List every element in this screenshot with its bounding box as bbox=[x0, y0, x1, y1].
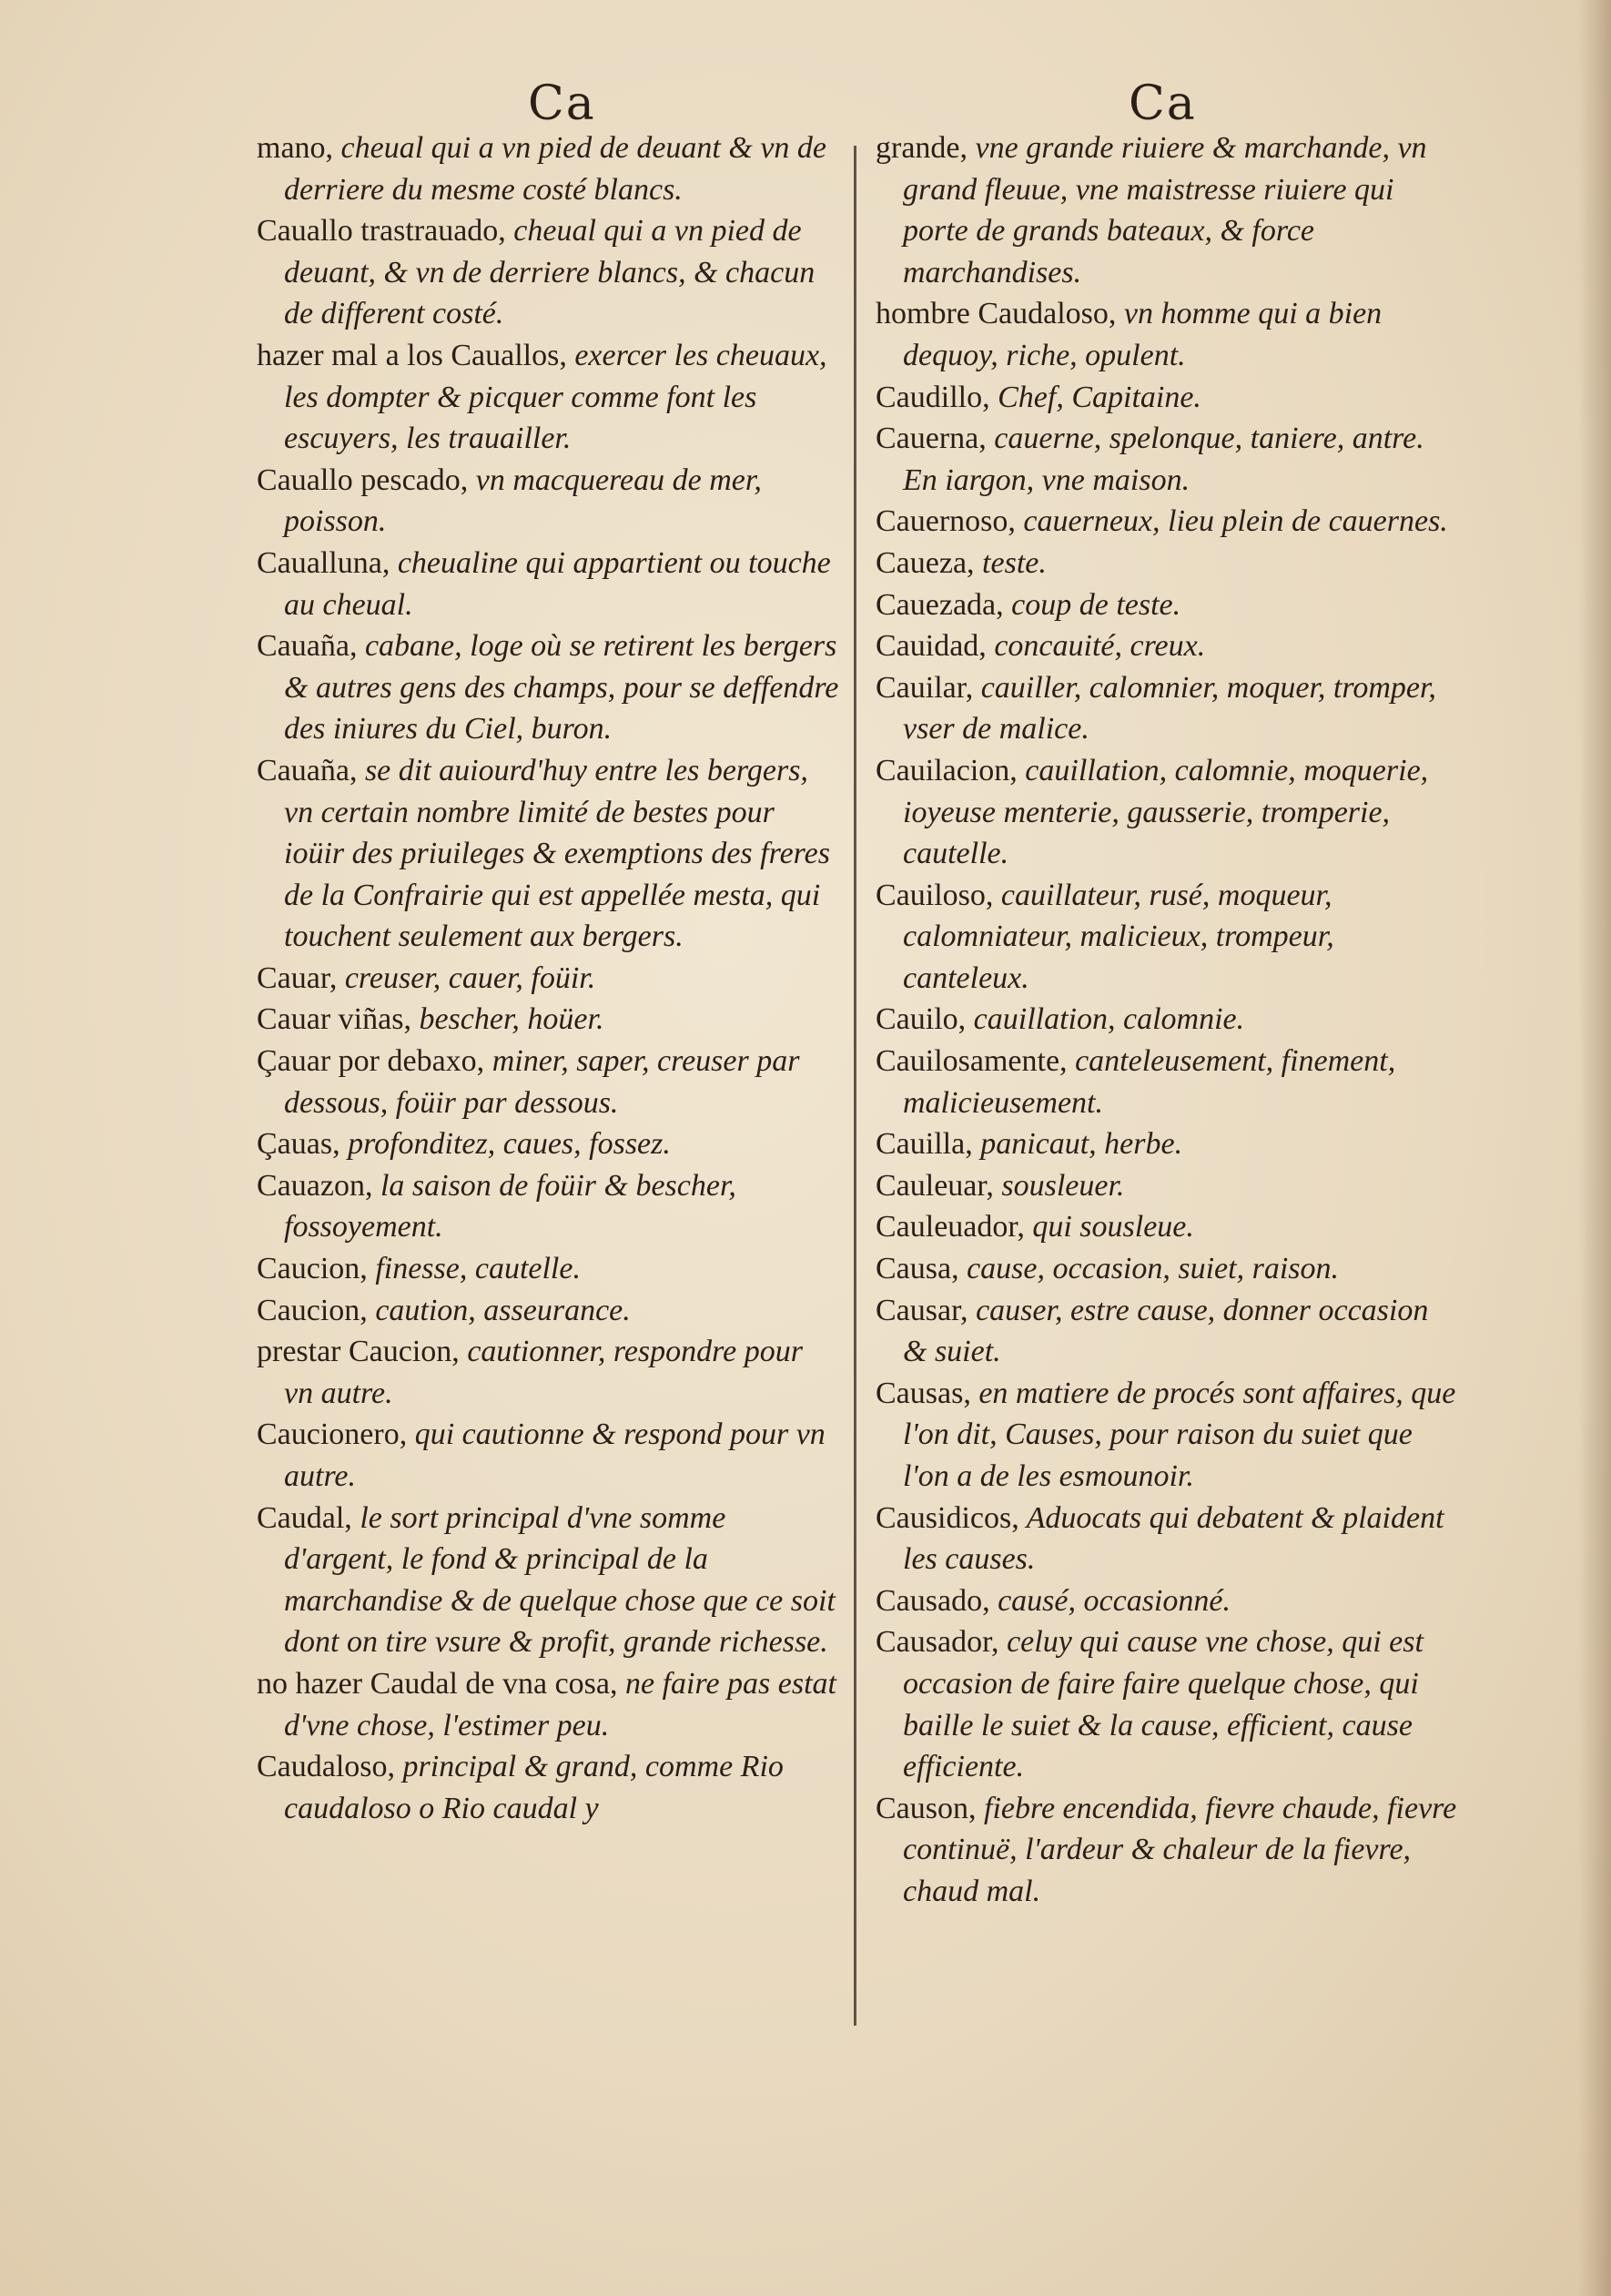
entry-headword: Caudal, bbox=[257, 1500, 352, 1535]
entry-definition: cabane, loge où se retirent les bergers & autres gens des champs, pour se deffendre des iniures du Ciel, buron. bbox=[284, 629, 839, 747]
entry-headword: Cauezada, bbox=[876, 587, 1004, 622]
dictionary-entry bbox=[876, 1621, 1458, 1787]
entry-headword: Causas, bbox=[876, 1376, 971, 1410]
dictionary-entry bbox=[876, 1580, 1458, 1622]
entry-definition: caution, asseurance. bbox=[367, 1293, 631, 1327]
dictionary-entry bbox=[876, 875, 1458, 1000]
entry-definition: fiebre encendida, fievre chaude, fievre continuë, l'ardeur & chaleur de la fievre, chaud mal. bbox=[903, 1791, 1457, 1908]
entry-headword: Caudillo, bbox=[876, 380, 990, 414]
column-divider bbox=[854, 146, 856, 2026]
dictionary-entry bbox=[257, 460, 839, 543]
entry-headword: grande, bbox=[876, 131, 968, 165]
entry-headword: Caudaloso, bbox=[257, 1750, 396, 1784]
entry-headword: no hazer Caudal de vna cosa, bbox=[257, 1666, 618, 1701]
entry-definition: profonditez, caues, fossez. bbox=[339, 1127, 671, 1162]
entry-headword: Causado, bbox=[876, 1583, 990, 1618]
dictionary-entry bbox=[876, 1206, 1458, 1248]
entry-definition: concauité, creux. bbox=[986, 629, 1206, 664]
entry-headword: Caucion, bbox=[257, 1293, 368, 1327]
entry-definition: celuy qui cause vne chose, qui est occasion de faire faire quelque chose, qui baille le suiet & la cause, efficient, cause efficiente. bbox=[903, 1625, 1424, 1784]
entry-headword: Çauas, bbox=[257, 1127, 340, 1162]
entry-definition: sousleuer. bbox=[993, 1168, 1125, 1203]
entry-headword: Caucionero, bbox=[257, 1417, 408, 1452]
entry-definition: en matiere de procés sont affaires, que l'on dit, Causes, pour raison du suiet que l'on a de les esmounoir. bbox=[903, 1376, 1456, 1493]
entry-headword: Cauallo trastrauado, bbox=[257, 214, 506, 249]
entry-definition: Aduocats qui debatent & plaident les causes. bbox=[903, 1500, 1444, 1577]
entry-headword: Caualluna, bbox=[257, 545, 390, 580]
dictionary-entry bbox=[257, 1248, 839, 1290]
dictionary-entry bbox=[257, 127, 839, 210]
entry-definition: finesse, cautelle. bbox=[367, 1252, 581, 1286]
dictionary-entry bbox=[876, 293, 1458, 376]
dictionary-entry bbox=[876, 1498, 1458, 1580]
entry-headword: Causar, bbox=[876, 1293, 968, 1327]
entry-headword: Causidicos, bbox=[876, 1500, 1019, 1535]
dictionary-entry bbox=[257, 999, 839, 1041]
dictionary-entry bbox=[257, 625, 839, 750]
dictionary-entry bbox=[257, 1290, 839, 1332]
entry-headword: Cauiloso, bbox=[876, 878, 994, 912]
entry-headword: Cauazon, bbox=[257, 1168, 373, 1203]
dictionary-entry bbox=[876, 1248, 1458, 1290]
entry-headword: Cauaña, bbox=[257, 629, 358, 664]
running-head-right: Ca bbox=[1129, 76, 1197, 131]
entry-headword: Causador, bbox=[876, 1625, 999, 1660]
entry-definition: qui cautionne & respond pour vn autre. bbox=[284, 1417, 826, 1493]
entry-definition: causer, estre cause, donner occasion & suiet. bbox=[903, 1293, 1429, 1369]
entry-definition: cauiller, calomnier, moquer, tromper, vser de malice. bbox=[903, 670, 1436, 747]
entry-definition: miner, saper, creuser par dessous, foüir par dessous. bbox=[284, 1044, 800, 1120]
dictionary-entry bbox=[257, 1123, 839, 1165]
dictionary-entry bbox=[876, 1788, 1458, 1913]
entry-definition: creuser, cauer, foüir. bbox=[337, 960, 596, 995]
entry-headword: hombre Caudaloso, bbox=[876, 297, 1117, 331]
entry-headword: Cauidad, bbox=[876, 629, 987, 664]
entry-headword: Causon, bbox=[876, 1791, 977, 1825]
dictionary-entry bbox=[876, 1041, 1458, 1123]
dictionary-entry bbox=[257, 1165, 839, 1248]
entry-headword: hazer mal a los Cauallos, bbox=[257, 338, 567, 372]
entry-definition: le sort principal d'vne somme d'argent, le fond & principal de la marchandise & de quelque chose que ce soit dont on tire vsure & profit, grande richesse. bbox=[284, 1500, 836, 1660]
dictionary-entry bbox=[257, 1663, 839, 1746]
entry-definition: vne grande riuiere & marchande, vn grand fleuue, vne maistresse riuiere qui porte de grands bateaux, & force marchandises. bbox=[903, 131, 1427, 290]
entry-headword: Cauleuar, bbox=[876, 1168, 994, 1203]
entry-definition: cause, occasion, suiet, raison. bbox=[958, 1252, 1339, 1286]
dictionary-entry bbox=[257, 750, 839, 958]
dictionary-entry bbox=[257, 335, 839, 460]
entry-headword: Cauilosamente, bbox=[876, 1044, 1068, 1079]
entry-definition: cauerneux, lieu plein de cauernes. bbox=[1015, 504, 1448, 539]
entry-definition: cautionner, respondre pour vn autre. bbox=[284, 1335, 803, 1410]
entry-headword: Caucion, bbox=[257, 1252, 368, 1286]
dictionary-entry bbox=[876, 418, 1458, 501]
entry-definition: cauerne, spelonque, taniere, antre. En iargon, vne maison. bbox=[903, 422, 1424, 497]
dictionary-entry bbox=[257, 1414, 839, 1497]
entry-definition: cauillation, calomnie, moquerie, ioyeuse menterie, gausserie, tromperie, cautelle. bbox=[903, 753, 1429, 871]
dictionary-entry bbox=[876, 543, 1458, 584]
dictionary-entry bbox=[876, 584, 1458, 626]
dictionary-entry bbox=[876, 625, 1458, 667]
entry-definition: vn macquereau de mer, poisson. bbox=[284, 462, 762, 539]
dictionary-entry bbox=[876, 1290, 1458, 1373]
dictionary-entry bbox=[257, 1746, 839, 1829]
entry-definition: cheual qui a vn pied de deuant, & vn de derriere blancs, & chacun de different costé. bbox=[284, 214, 816, 331]
entry-headword: Cauilacion, bbox=[876, 753, 1018, 787]
entry-definition: canteleusement, finement, malicieusement. bbox=[903, 1044, 1396, 1120]
entry-definition: ne faire pas estat d'vne chose, l'estimer peu. bbox=[284, 1666, 836, 1742]
dictionary-entry bbox=[876, 667, 1458, 750]
dictionary-entry bbox=[876, 999, 1458, 1041]
dictionary-entry bbox=[876, 1165, 1458, 1207]
entry-definition: cheualine qui appartient ou touche au cheual. bbox=[284, 545, 831, 622]
entry-headword: Cauallo pescado, bbox=[257, 462, 469, 497]
entry-headword: Cauleuador, bbox=[876, 1210, 1025, 1245]
entry-definition: qui sousleue. bbox=[1024, 1210, 1194, 1245]
entry-definition: Chef, Capitaine. bbox=[989, 380, 1201, 414]
entry-definition: principal & grand, comme Rio caudaloso o Rio caudal y bbox=[284, 1750, 784, 1825]
entry-headword: Cauernoso, bbox=[876, 504, 1016, 539]
entry-definition: cheual qui a vn pied de deuant & vn de derriere du mesme costé blancs. bbox=[284, 131, 827, 207]
dictionary-entry bbox=[257, 210, 839, 335]
entry-definition: cauillateur, rusé, moqueur, calomniateur, malicieux, trompeur, canteleux. bbox=[903, 878, 1334, 995]
entry-headword: Cauilla, bbox=[876, 1127, 973, 1162]
left-column bbox=[257, 127, 839, 1829]
entry-definition: causé, occasionné. bbox=[989, 1583, 1231, 1618]
dictionary-entry bbox=[257, 958, 839, 1000]
running-head-left: Ca bbox=[528, 76, 596, 131]
dictionary-entry bbox=[876, 1123, 1458, 1165]
entry-headword: Cauerna, bbox=[876, 422, 987, 456]
entry-headword: Çauar por debaxo, bbox=[257, 1044, 485, 1079]
dictionary-entry bbox=[876, 127, 1458, 293]
dictionary-entry bbox=[876, 501, 1458, 543]
entry-headword: Caueza, bbox=[876, 545, 975, 580]
entry-headword: prestar Caucion, bbox=[257, 1335, 460, 1369]
entry-headword: Cauar, bbox=[257, 960, 338, 995]
entry-headword: mano, bbox=[257, 131, 334, 165]
right-column bbox=[876, 127, 1458, 1913]
dictionary-entry bbox=[257, 1498, 839, 1663]
entry-headword: Cauilo, bbox=[876, 1002, 967, 1037]
entry-definition: panicaut, herbe. bbox=[972, 1127, 1183, 1162]
entry-definition: coup de teste. bbox=[1003, 587, 1181, 622]
entry-headword: Cauar viñas, bbox=[257, 1002, 411, 1037]
entry-headword: Cauaña, bbox=[257, 753, 358, 787]
entry-definition: teste. bbox=[974, 545, 1047, 580]
dictionary-entry bbox=[257, 1041, 839, 1123]
dictionary-entry bbox=[257, 543, 839, 625]
dictionary-entry bbox=[257, 1331, 839, 1414]
entry-headword: Causa, bbox=[876, 1252, 959, 1286]
dictionary-entry bbox=[876, 1373, 1458, 1498]
entry-headword: Cauilar, bbox=[876, 670, 974, 705]
entry-definition: la saison de foüir & bescher, fossoyement. bbox=[284, 1168, 736, 1245]
entry-definition: exercer les cheuaux, les dompter & picquer comme font les escuyers, les trauailler. bbox=[284, 338, 827, 456]
entry-definition: cauillation, calomnie. bbox=[966, 1002, 1245, 1037]
dictionary-entry bbox=[876, 377, 1458, 419]
entry-definition: bescher, hoüer. bbox=[410, 1002, 604, 1037]
entry-definition: vn homme qui a bien dequoy, riche, opulent. bbox=[903, 297, 1383, 372]
dictionary-entry bbox=[876, 750, 1458, 875]
entry-definition: se dit auiourd'huy entre les bergers, vn certain nombre limité de bestes pour ioüir des priuileges & exemptions des freres de la Confrairie qui est appellée mesta, qui touchent seulement aux bergers. bbox=[284, 753, 830, 954]
